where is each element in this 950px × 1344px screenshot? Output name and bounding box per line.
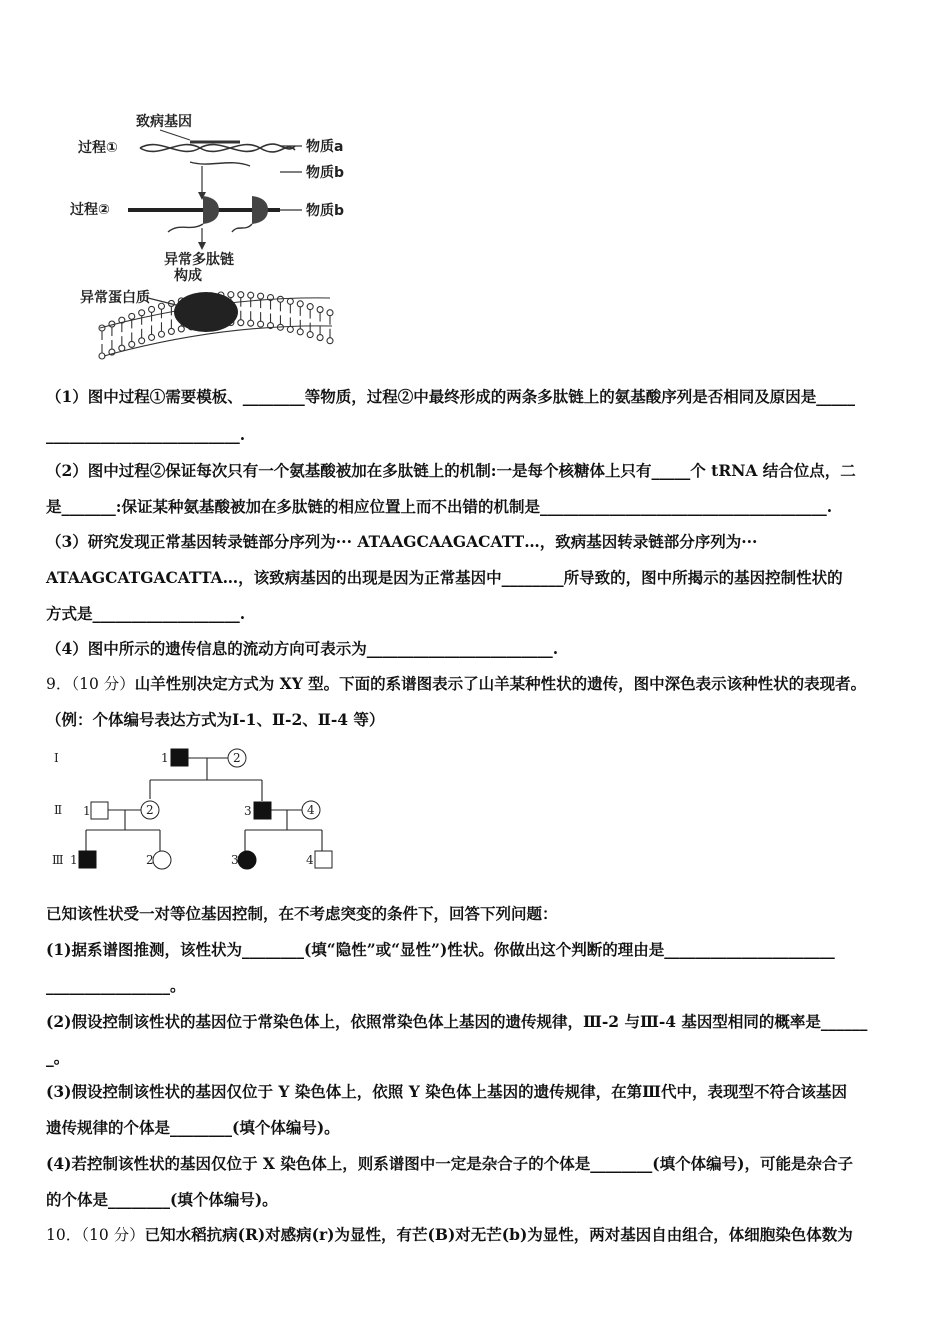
lipid-head — [327, 310, 333, 316]
II-4-label: 4 — [307, 803, 315, 817]
lipid-head — [178, 326, 184, 332]
III-3-label: 3 — [231, 853, 239, 867]
ribosome-1 — [203, 196, 219, 224]
lipid-head — [287, 326, 293, 332]
label-abnormal-protein: 异常蛋白质 — [80, 290, 150, 306]
q9-example: （例：个体编号表达方式为Ⅰ-1、Ⅱ-2、Ⅱ-4 等） — [46, 710, 385, 729]
lipid-head — [248, 292, 254, 298]
lipid-head — [119, 345, 125, 351]
gen-label-III: Ⅲ — [52, 853, 64, 867]
q8-part3-line1: （3）研究发现正常基因转录链部分序列为··· ATAAGCAAGACATT…，致病基因转录链部分序列为··· — [46, 532, 758, 551]
q10-heading-text: 已知水稻抗病(R)对感病(r)为显性，有芒(B)对无芒(b)为显性，两对基因自由组合，体细胞染色体数为 — [144, 1225, 853, 1244]
q9-number: 9．（10 分） — [46, 675, 135, 693]
gen-label-I: Ⅰ — [54, 751, 59, 765]
polypeptide-1 — [168, 224, 203, 232]
q8-part1-line1: （1）图中过程①需要模板、________等物质，过程②中最终形成的两条多肽链上的氨基酸序列是否相同及原因是_____ — [46, 387, 856, 406]
lipid-head — [139, 310, 145, 316]
q9-sub2-line1: (2)假设控制该性状的基因位于常染色体上，依照常染色体上基因的遗传规律，Ⅲ-2 与Ⅲ-4 基因型相同的概率是______ — [46, 1012, 868, 1031]
III-1-label: 1 — [70, 853, 78, 867]
III-2-label: 2 — [146, 853, 154, 867]
q9-heading — [46, 674, 916, 694]
q10-heading — [46, 1225, 916, 1245]
q8-part2-line2: 是_______:保证某种氨基酸被加在多肽链的相应位置上而不出错的机制是_____________________________________. — [46, 497, 833, 516]
label-substance-b: 物质b — [306, 165, 345, 181]
I-1-affected-male — [171, 749, 188, 766]
q8-part4: （4）图中所示的遗传信息的流动方向可表示为________________________. — [46, 639, 559, 658]
III-2-female — [153, 851, 171, 869]
q9-intro: 已知该性状受一对等位基因控制，在不考虑突变的条件下，回答下列问题： — [46, 904, 558, 923]
lipid-head — [168, 328, 174, 334]
q9-sub2-line2: _。 — [46, 1048, 70, 1067]
q9-sub1-line1: (1)据系谱图推测，该性状为________(填“隐性”或“显性”)性状。你做出这个判断的理由是______________________ — [46, 940, 835, 959]
lipid-head — [307, 304, 313, 310]
lipid-head — [129, 341, 135, 347]
label-process2: 过程② — [70, 202, 110, 218]
II-1-label: 1 — [83, 804, 91, 818]
q8-part1-line2: _________________________. — [46, 425, 246, 444]
q9-sub3-line2: 遗传规律的个体是________(填个体编号)。 — [46, 1118, 340, 1137]
II-1-male — [91, 802, 108, 819]
lipid-head — [149, 334, 155, 340]
q9-heading-text: 山羊性别决定方式为 XY 型。下面的系谱图表示了山羊某种性状的遗传，图中深色表示该种性状的表现者。 — [134, 674, 867, 693]
lipid-head — [307, 332, 313, 338]
label-gene: 致病基因 — [136, 114, 192, 130]
lipid-head — [297, 301, 303, 307]
q10-number: 10．（10 分） — [46, 1226, 145, 1244]
label-substance-b-2: 物质b — [306, 203, 345, 219]
lipid-head — [258, 321, 264, 327]
label-process1: 过程① — [78, 140, 118, 156]
q9-sub4-line1: (4)若控制该性状的基因仅位于 X 染色体上，则系谱图中一定是杂合子的个体是________(填个体编号)，可能是杂合子 — [46, 1154, 853, 1173]
q8-part3-line3: 方式是___________________. — [46, 604, 246, 623]
lipid-head — [149, 306, 155, 312]
lipid-head — [297, 329, 303, 335]
lipid-head — [129, 313, 135, 319]
III-4-label: 4 — [306, 853, 314, 867]
lipid-head — [139, 338, 145, 344]
q9-sub4-line2: 的个体是________(填个体编号)。 — [46, 1190, 278, 1209]
lipid-head — [158, 331, 164, 337]
lipid-head — [327, 338, 333, 344]
lipid-head — [248, 320, 254, 326]
I-2-label: 2 — [233, 751, 241, 765]
gene-pointer — [160, 130, 190, 140]
polypeptide-2 — [232, 224, 252, 232]
lipid-head — [258, 293, 264, 299]
mrna-product — [190, 162, 250, 166]
lipid-head — [158, 303, 164, 309]
II-2-label: 2 — [146, 803, 154, 817]
q9-sub1-line2: ________________。 — [46, 976, 186, 995]
q9-sub3-line1: (3)假设控制该性状的基因仅位于 Y 染色体上，依照 Y 染色体上基因的遗传规律，在第Ⅲ代中，表现型不符合该基因 — [46, 1082, 848, 1101]
lipid-head — [287, 298, 293, 304]
I-1-label: 1 — [161, 751, 169, 765]
ribosome-2 — [252, 196, 268, 224]
lipid-head — [317, 335, 323, 341]
label-substance-a: 物质a — [306, 139, 344, 155]
q8-part3-line2: ATAAGCATGACATTA…，该致病基因的出现是因为正常基因中________所导致的，图中所揭示的基因控制性状的 — [46, 568, 843, 587]
II-3-affected-male — [254, 802, 271, 819]
III-4-male — [315, 851, 332, 868]
q8-part2-line1: （2）图中过程②保证每次只有一个氨基酸被加在多肽链上的机制:一是每个核糖体上只有_____个 tRNA 结合位点，二 — [46, 461, 856, 480]
label-compose: 构成 — [174, 268, 202, 284]
III-1-affected-male — [79, 851, 96, 868]
abnormal-protein-blob — [174, 292, 238, 332]
II-3-label: 3 — [244, 804, 252, 818]
III-3-affected-female — [238, 851, 256, 869]
label-abnormal-chain: 异常多肽链 — [164, 252, 234, 268]
lipid-head — [317, 307, 323, 313]
lipid-head — [238, 320, 244, 326]
pedigree-chart — [40, 740, 340, 880]
gen-label-II: Ⅱ — [54, 803, 63, 817]
gene-expression-figure — [40, 106, 370, 368]
lipid-head — [238, 292, 244, 298]
lipid-head — [228, 292, 234, 298]
